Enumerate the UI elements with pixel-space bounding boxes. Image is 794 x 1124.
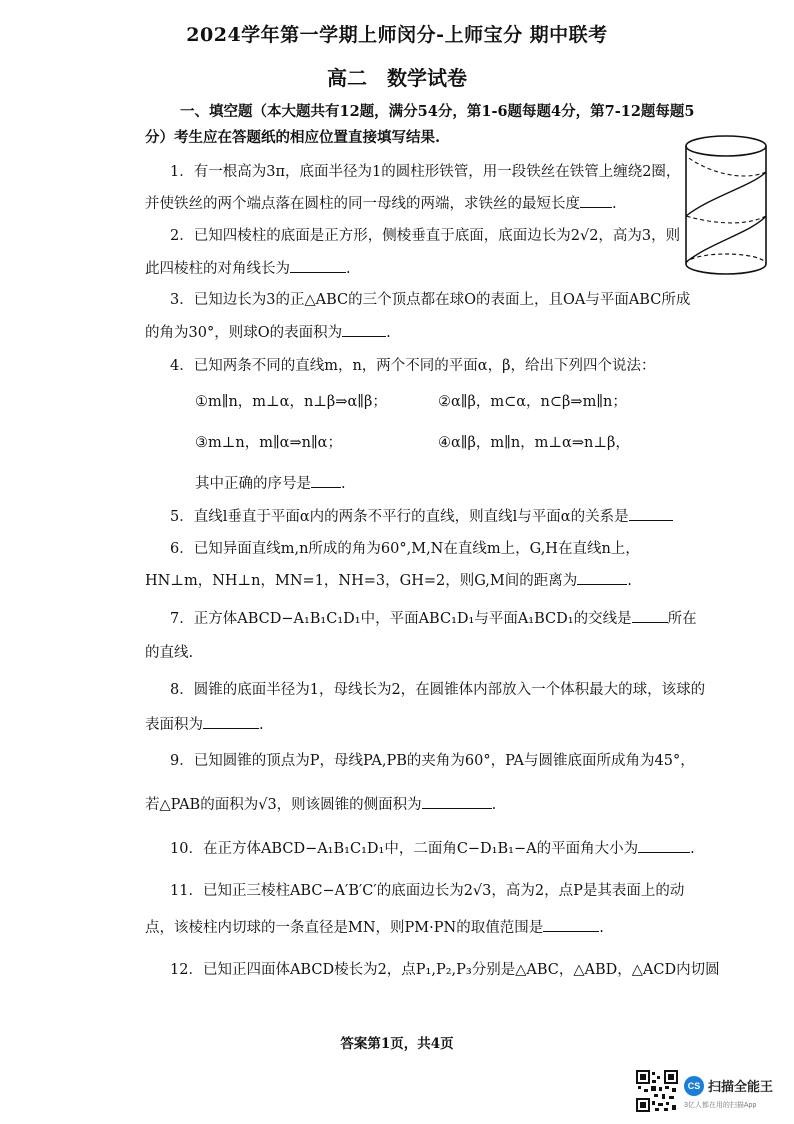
question-7-cont: 的直线. [145,645,194,661]
question-8-text: 表面积为 [145,717,203,733]
qr-code-icon [636,1070,678,1112]
question-7-tail: 所在 [667,611,697,627]
answer-blank [638,838,690,853]
question-8-cont: 表面积为 . [145,714,264,735]
question-9: 9．已知圆锥的顶点为P，母线PA,PB的夹角为60°，PA与圆锥底面所成角为45°， [170,753,695,769]
question-1-cont: 并使铁丝的两个端点落在圆柱的同一母线的两端，求铁丝的最短长度 . [145,193,617,214]
question-12: 12．已知正四面体ABCD棱长为2，点P₁,P₂,P₃分别是△ABC，△ABD，△ACD内切圆 [170,962,720,978]
question-4-option-3: ③m⊥n，m∥α⇒n∥α； [195,435,342,451]
question-4-option-4: ④α∥β，m∥n，m⊥α⇒n⊥β， [438,435,630,451]
answer-blank [543,917,599,932]
question-4-option-1: ①m∥n，m⊥α，n⊥β⇒α∥β； [195,394,387,410]
answer-blank [342,322,386,337]
section-intro-cont: 分）考生应在答题纸的相应位置直接填写结果. [145,129,441,146]
exam-subject: 高二 数学试卷 [327,66,467,90]
question-9-cont: 若△PAB的面积为√3，则该圆锥的侧面积为 . [145,794,496,815]
question-2-cont: 此四棱柱的对角线长为 . [145,258,351,279]
question-5 [170,506,673,527]
question-2: 2．已知四棱柱的底面是正方形，侧棱垂直于底面，底面边长为2√2，高为3，则 [170,228,681,244]
question-3: 3．已知边长为3的正△ABC的三个顶点都在球O的表面上，且OA与平面ABC所成 [170,292,691,308]
question-1-text: 并使铁丝的两个端点落在圆柱的同一母线的两端，求铁丝的最短长度 [145,196,580,212]
answer-blank [577,570,627,585]
answer-blank [629,506,673,521]
question-11-cont: 点，该棱柱内切球的一条直径是MN，则PM·PN的取值范围是 . [145,917,604,938]
question-1: 1．有一根高为3π，底面半径为1的圆柱形铁管，用一段铁丝在铁管上缠绕2圈， [170,164,681,180]
scanner-logo-icon: CS [684,1076,704,1096]
question-8: 8．圆锥的底面半径为1，母线长为2，在圆锥体内部放入一个体积最大的球，该球的 [170,682,706,698]
answer-blank [311,473,341,488]
answer-blank [580,193,612,208]
answer-blank [290,258,346,273]
answer-blank [203,714,259,729]
section-intro: 一、填空题（本大题共有12题，满分54分，第1-6题每题4分，第7-12题每题5 [180,103,695,120]
question-4-end: 其中正确的序号是 . [195,473,346,494]
question-11: 11．已知正三棱柱ABC−A′B′C′的底面边长为2√3，高为2，点P是其表面上的动 [170,883,685,899]
exam-title: 2024学年第一学期上师闵分-上师宝分 期中联考 [186,24,608,46]
answer-blank [422,794,492,809]
answer-blank [632,608,668,623]
question-3-text: 的角为30°，则球O的表面积为 [145,325,343,341]
question-6: 6．已知异面直线m,n所成的角为60°,M,N在直线m上，G,H在直线n上， [170,541,640,557]
question-10-text: 10．在正方体ABCD−A₁B₁C₁D₁中，二面角C−D₁B₁−A的平面角大小为 [170,841,639,857]
page-footer: 答案第1页，共4页 [340,1036,454,1052]
question-7 [170,608,697,629]
question-2-text: 此四棱柱的对角线长为 [145,261,290,277]
question-4-option-2: ②α∥β，m⊂α，n⊂β⇒m∥n； [438,394,627,410]
question-5-text: 5．直线l垂直于平面α内的两条不平行的直线，则直线l与平面α的关系是 [170,509,629,525]
question-9-text: 若△PAB的面积为√3，则该圆锥的侧面积为 [145,797,422,813]
scanner-tagline: 3亿人都在用的扫描App [684,1102,757,1109]
question-6-cont: HN⊥m，NH⊥n，MN=1，NH=3，GH=2，则G,M间的距离为 . [145,570,632,591]
question-4: 4．已知两条不同的直线m，n，两个不同的平面α，β，给出下列四个说法： [170,358,656,374]
question-3-cont: 的角为30°，则球O的表面积为 . [145,322,391,343]
question-6-text: HN⊥m，NH⊥n，MN=1，NH=3，GH=2，则G,M间的距离为 [145,573,578,589]
scanner-app-name: 扫描全能王 [708,1079,774,1094]
question-7-text: 7．正方体ABCD−A₁B₁C₁D₁中，平面ABC₁D₁与平面A₁BCD₁的交线是 [170,611,632,627]
question-11-text: 点，该棱柱内切球的一条直径是MN，则PM·PN的取值范围是 [145,920,544,936]
cylinder-figure [682,132,772,282]
question-10: 10．在正方体ABCD−A₁B₁C₁D₁中，二面角C−D₁B₁−A的平面角大小为 . [170,838,695,859]
question-4-text: 其中正确的序号是 [195,476,311,492]
